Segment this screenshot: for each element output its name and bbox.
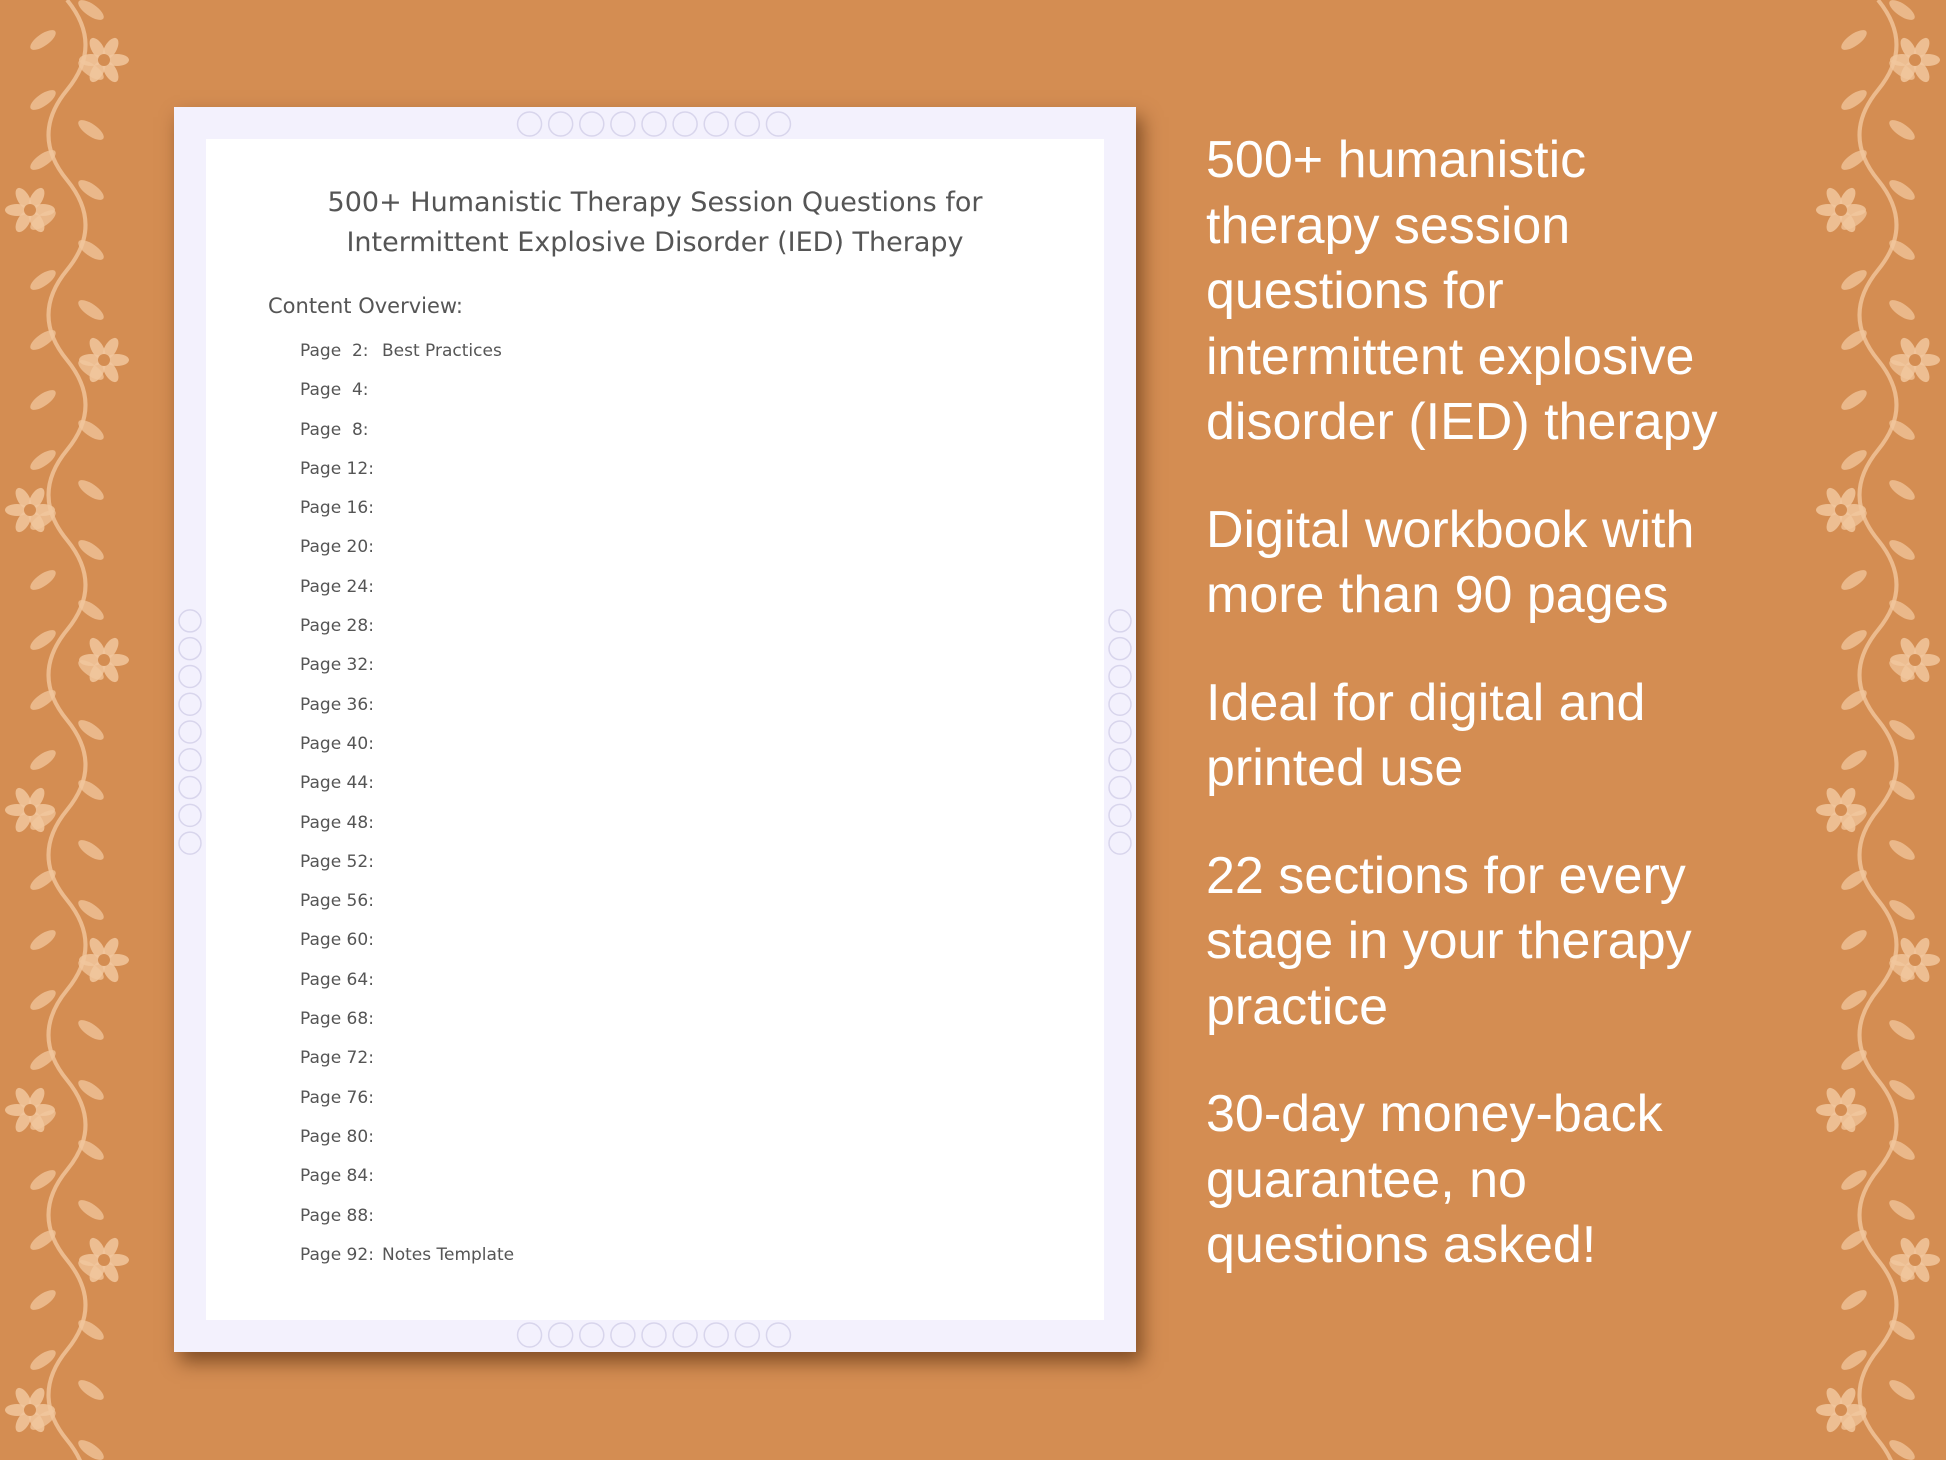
toc-entry <box>300 1166 514 1205</box>
toc-page-number: Page 76: <box>300 1087 374 1108</box>
feature-line: Ideal for digital and <box>1206 673 1646 732</box>
toc-entry <box>300 852 514 891</box>
toc-entry <box>300 616 514 655</box>
table-of-contents <box>300 341 514 1284</box>
toc-entry <box>300 1088 514 1127</box>
document-title <box>206 183 1104 263</box>
toc-page-number: Page 92: <box>300 1244 374 1265</box>
feature-line: 22 sections for every <box>1206 846 1686 905</box>
feature-item <box>1206 1082 1906 1279</box>
toc-entry <box>300 459 514 498</box>
toc-page-number: Page 24: <box>300 576 374 597</box>
toc-entry <box>300 1048 514 1087</box>
toc-page-number: Page 84: <box>300 1166 374 1187</box>
workbook-page-preview <box>174 107 1136 1352</box>
toc-page-number: Page 28: <box>300 616 374 637</box>
feature-line: printed use <box>1206 739 1464 797</box>
toc-page-number: Page 2: <box>300 341 369 361</box>
toc-entry <box>300 930 514 969</box>
toc-entry <box>300 1245 514 1284</box>
feature-line: 500+ humanistic <box>1206 131 1587 189</box>
toc-page-number: Page 88: <box>300 1205 374 1226</box>
toc-entry <box>300 1206 514 1245</box>
toc-section-label: Best Practices <box>382 341 502 361</box>
toc-page-number: Page 56: <box>300 891 374 912</box>
document-title-line-2: Intermittent Explosive Disorder (IED) Therapy <box>346 227 964 258</box>
feature-line: questions for <box>1206 262 1504 320</box>
toc-page-number: Page 52: <box>300 851 374 872</box>
toc-entry <box>300 1127 514 1166</box>
toc-page-number: Page 60: <box>300 930 374 951</box>
toc-page-number: Page 40: <box>300 733 374 754</box>
feature-line: more than 90 pages <box>1206 566 1669 624</box>
toc-page-number: Page 32: <box>300 655 374 676</box>
toc-page-number: Page 48: <box>300 812 374 833</box>
mandala-right-decoration <box>1104 607 1136 857</box>
toc-section-label: Notes Template <box>382 1244 515 1265</box>
toc-page-number: Page 16: <box>300 498 374 519</box>
feature-line: disorder (IED) therapy <box>1206 393 1718 451</box>
feature-line: Digital workbook with <box>1206 500 1695 559</box>
toc-entry <box>300 813 514 852</box>
toc-page-number: Page 44: <box>300 773 374 794</box>
toc-entry <box>300 537 514 576</box>
feature-item <box>1206 844 1906 1041</box>
toc-entry <box>300 341 514 380</box>
feature-line: stage in your therapy <box>1206 912 1692 970</box>
toc-page-number: Page 68: <box>300 1009 374 1030</box>
toc-entry <box>300 970 514 1009</box>
floral-vine-left-decoration <box>0 0 135 1460</box>
toc-entry <box>300 577 514 616</box>
mandala-top-decoration <box>514 107 794 141</box>
feature-line: therapy session <box>1206 196 1571 255</box>
toc-entry <box>300 1009 514 1048</box>
toc-page-number: Page 36: <box>300 694 374 715</box>
feature-list <box>1206 128 1906 1321</box>
mandala-bottom-decoration <box>514 1318 794 1352</box>
toc-page-number: Page 4: <box>300 380 369 401</box>
feature-item <box>1206 128 1906 456</box>
feature-item <box>1206 498 1906 629</box>
toc-entry <box>300 773 514 812</box>
toc-page-number: Page 80: <box>300 1126 374 1147</box>
toc-page-number: Page 72: <box>300 1048 374 1069</box>
content-overview-heading: Content Overview: <box>268 294 463 318</box>
toc-page-number: Page 8: <box>300 419 369 440</box>
toc-entry <box>300 380 514 419</box>
toc-entry <box>300 498 514 537</box>
toc-page-number: Page 12: <box>300 458 374 479</box>
toc-entry <box>300 734 514 773</box>
toc-entry <box>300 420 514 459</box>
toc-entry <box>300 695 514 734</box>
toc-entry <box>300 891 514 930</box>
mandala-left-decoration <box>174 607 206 857</box>
document-title-line-1: 500+ Humanistic Therapy Session Questions for <box>327 187 983 218</box>
feature-line: intermittent explosive <box>1206 327 1695 386</box>
feature-line: questions asked! <box>1206 1216 1597 1274</box>
feature-item <box>1206 671 1906 802</box>
feature-line: practice <box>1206 977 1389 1036</box>
page-content <box>206 139 1104 1320</box>
toc-page-number: Page 20: <box>300 537 374 558</box>
feature-line: guarantee, no <box>1206 1150 1527 1209</box>
feature-line: 30-day money-back <box>1206 1085 1663 1143</box>
toc-page-number: Page 64: <box>300 969 374 990</box>
toc-entry <box>300 655 514 694</box>
